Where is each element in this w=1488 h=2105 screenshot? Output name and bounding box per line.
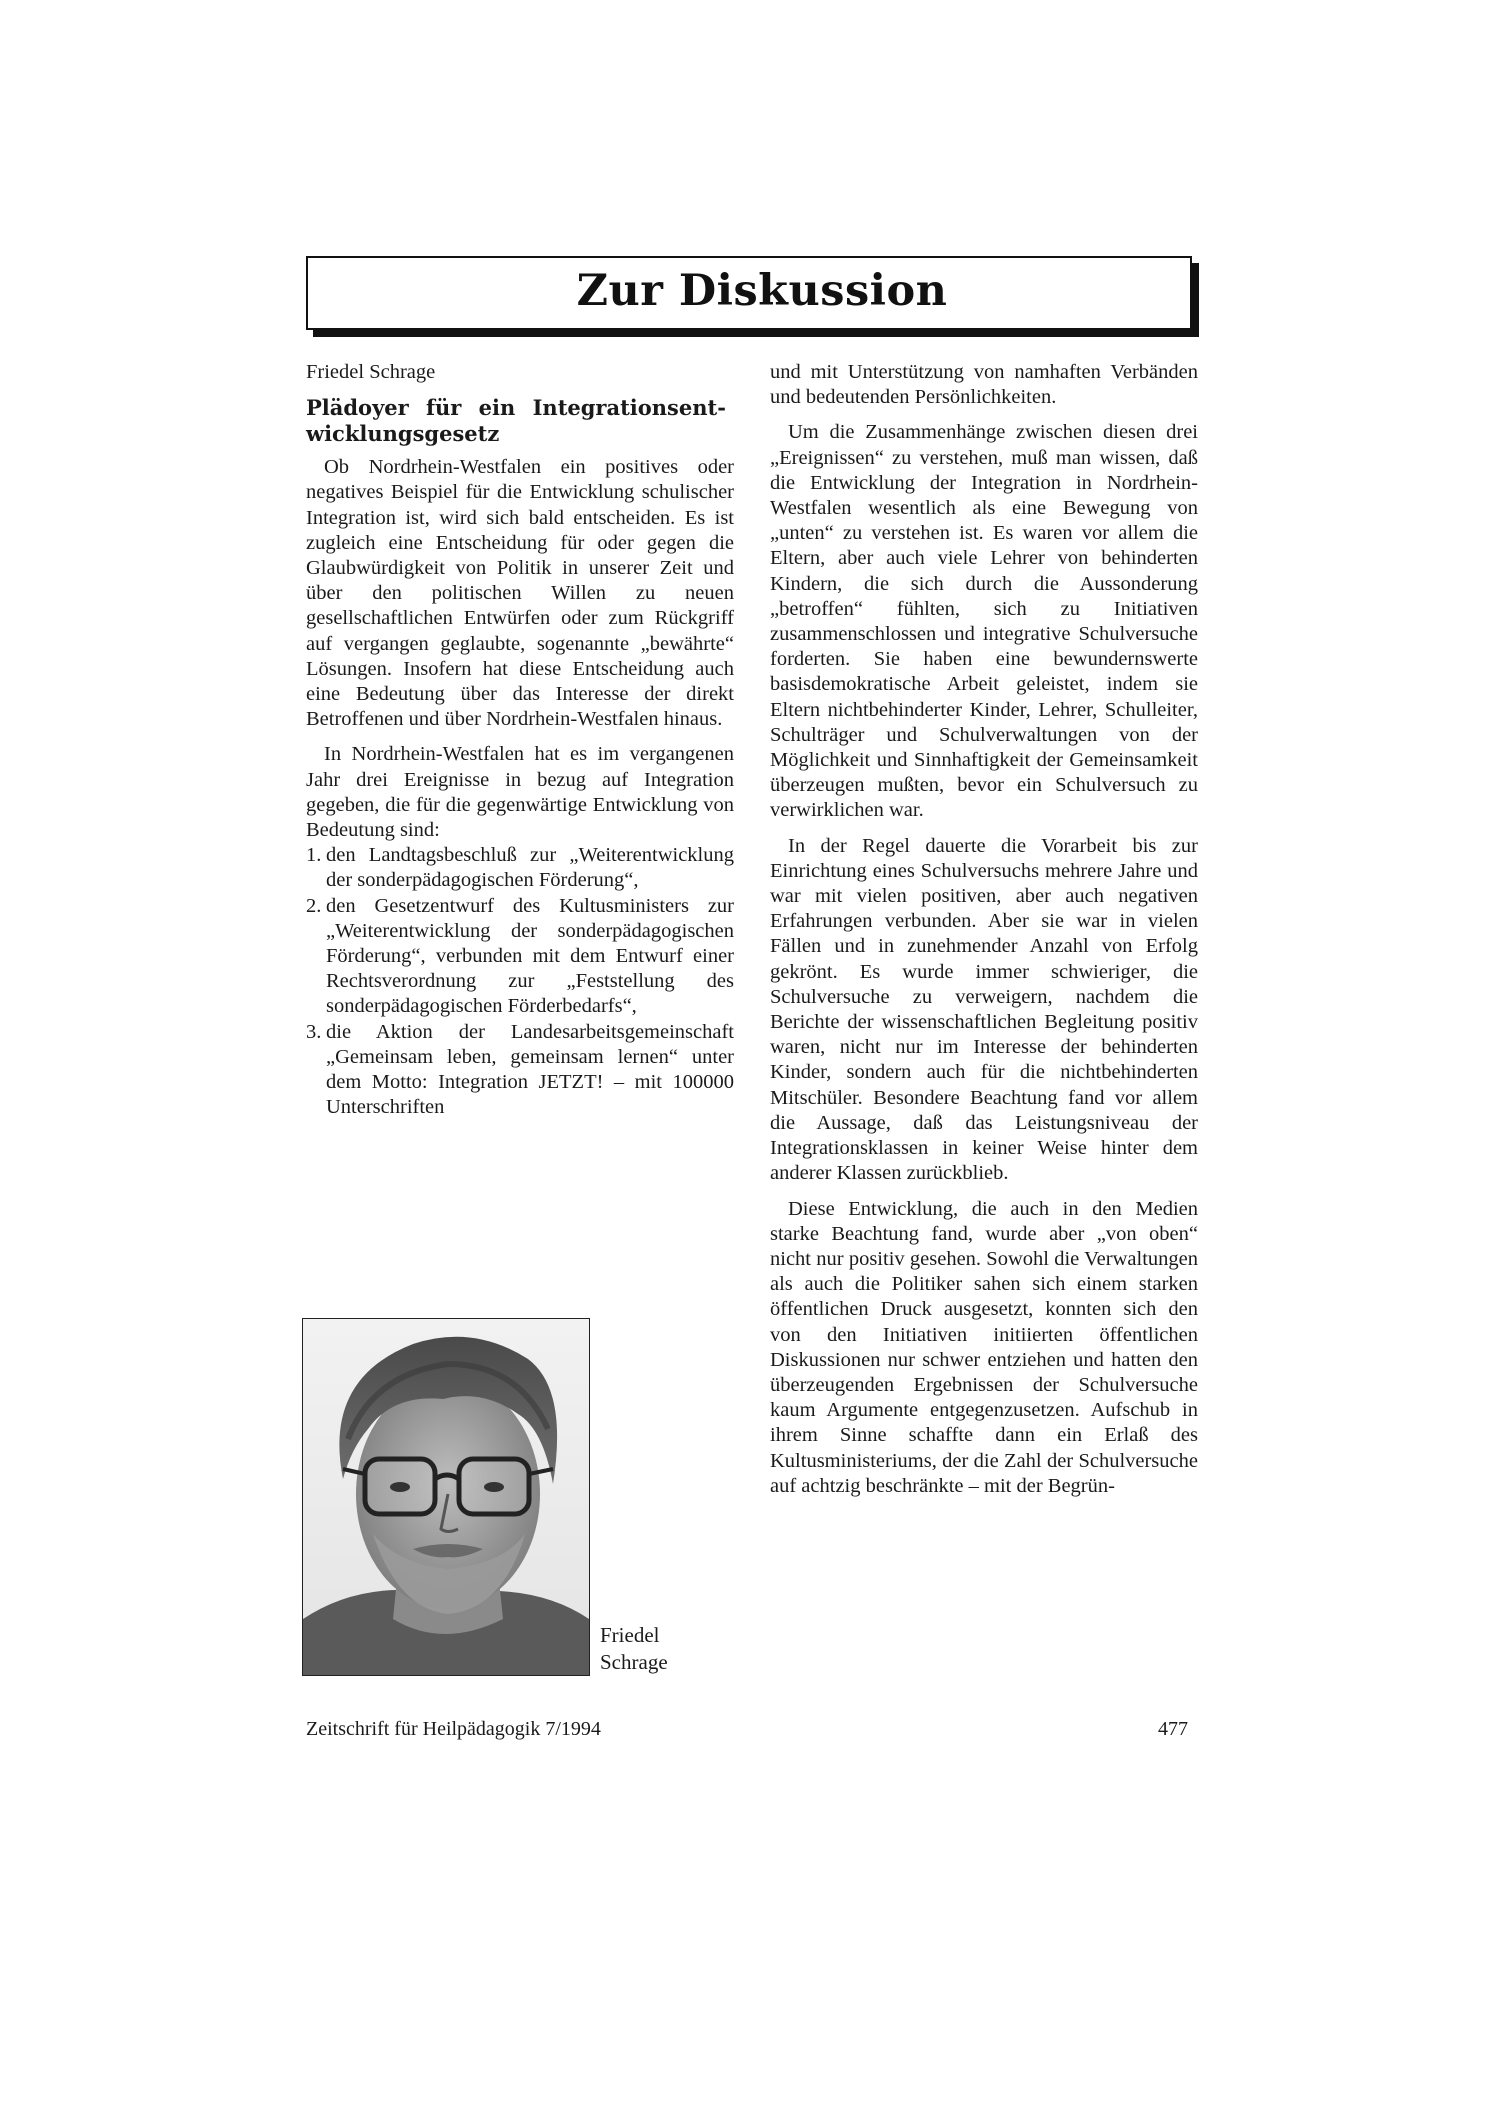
section-header-box [306, 256, 1192, 330]
article-title-line-2: wicklungsgesetz [306, 421, 500, 447]
portrait-caption-line-1: Friedel [600, 1623, 660, 1647]
paragraph: und mit Unterstützung von namhaften Verbänden und bedeutenden Persönlichkeiten. [770, 361, 1198, 409]
paragraph: Diese Entwicklung, die auch in den Medien starke Beachtung fand, wurde aber „von oben“ nicht nur positiv gesehen. Sowohl die Verwaltungen als auch die Politiker sahen sich einem starken öffentlichen Druck ausgesetzt, konnten sich den von den Initiativen initiierten öffentlichen Diskussionen nur schwer entziehen und hatten den überzeugenden Ergebnissen der Schulversuche kaum Argumente entgegenzusetzen. Aufschub in ihrem Sinne schaffte dann ein Erlaß des Kultusministeriums, der die Zahl der Schulversuche auf achtzig beschränkte – mit der Begrün- [770, 1197, 1198, 1497]
list-item-number: 1. [306, 844, 322, 867]
event-list [306, 843, 734, 1120]
portrait-caption-line-2: Schrage [600, 1650, 668, 1674]
right-column [770, 360, 1198, 1509]
portrait-illustration [303, 1319, 589, 1675]
left-column [306, 360, 734, 1120]
list-item [306, 843, 734, 893]
list-item [306, 894, 734, 1020]
author-name: Friedel Schrage [306, 361, 436, 383]
journal-citation: Zeitschrift für Heilpädagogik 7/1994 [306, 1718, 601, 1740]
list-item-text: die Aktion der Landesarbeitsgemeinschaft „Gemeinsam leben, gemeinsam lernen“ unter dem Motto: Integration JETZT! – mit 100000 Unterschriften [326, 1020, 734, 1119]
list-item-text: den Landtagsbeschluß zur „Weiterentwicklung der sonderpädagogischen Förderung“, [326, 844, 734, 892]
author-portrait-photo [302, 1318, 590, 1676]
paragraph: In der Regel dauerte die Vorarbeit bis zur Einrichtung eines Schulversuchs mehrere Jahre und war mit vielen positiven, aber auch negativen Erfahrungen verbunden. Aber sie war in vielen Fällen und in zunehmender Anzahl von Erfolg gekrönt. Es wurde immer schwieriger, die Schulversuche zu verweigern, nachdem die Berichte der wissenschaftlichen Begleitung positiv waren, nicht nur im Interesse der behinderten Kinder, sondern auch für die nichtbehinderten Mitschüler. Besondere Beachtung fand vor allem die Aussage, daß das Leistungsniveau der Integrationsklassen in keiner Weise hinter dem anderer Klassen zurückblieb. [770, 834, 1198, 1185]
section-title: Zur Diskussion [576, 266, 948, 316]
list-item-number: 2. [306, 894, 322, 917]
paragraph: Ob Nordrhein-Westfalen ein positives oder negatives Beispiel für die Entwicklung schulischer Integration ist, wird sich bald entscheiden. Es ist zugleich eine Entscheidung für oder gegen die Glaubwürdigkeit von Politik in unserer Zeit und über den politischen Willen zu neuen gesellschaftlichen Entwürfen oder zum Rückgriff auf vergangen geglaubte, sogenannte „bewährte“ Lösungen. Insofern hat diese Entscheidung auch eine Bedeutung über das Interesse der direkt Betroffenen und über Nordrhein-Westfalen hinaus. [306, 456, 734, 731]
list-item [306, 1020, 734, 1121]
page-number: 477 [1158, 1718, 1188, 1740]
article-title-line-1: Plädoyer für ein Integrationsent- [306, 395, 726, 421]
portrait-caption [600, 1622, 668, 1676]
paragraph: In Nordrhein-Westfalen hat es im vergangenen Jahr drei Ereignisse in bezug auf Integration gegeben, die für die gegenwärtige Entwicklung von Bedeutung sind: [306, 743, 734, 842]
paragraph: Um die Zusammenhänge zwischen diesen drei „Ereignissen“ zu verstehen, muß man wissen, daß die Entwicklung der Integration in Nordrhein-Westfalen wesentlich als eine Bewegung von „unten“ zu verstehen ist. Es waren vor allem die Eltern, aber auch viele Lehrer von behinderten Kindern, die sich durch die Aussonderung „betroffen“ fühlten, sich zu Initiativen zusammenschlossen und integrative Schulversuche forderten. Sie haben eine bewundernswerte basisdemokratische Arbeit geleistet, indem sie Eltern nichtbehinderter Kinder, Lehrer, Schulleiter, Schulträger und Schulverwaltungen von der Möglichkeit und Sinnhaftigkeit der Gemeinsamkeit überzeugen mußten, bevor ein Schulversuch zu verwirklichen war. [770, 421, 1198, 822]
article-title [306, 395, 734, 447]
list-item-text: den Gesetzentwurf des Kultusministers zur „Weiterentwicklung der sonderpädagogischen Förderung“, verbunden mit dem Entwurf einer Rechtsverordnung zur „Feststellung des sonderpädagogischen Förderbedarfs“, [326, 894, 734, 1018]
list-item-number: 3. [306, 1020, 322, 1043]
